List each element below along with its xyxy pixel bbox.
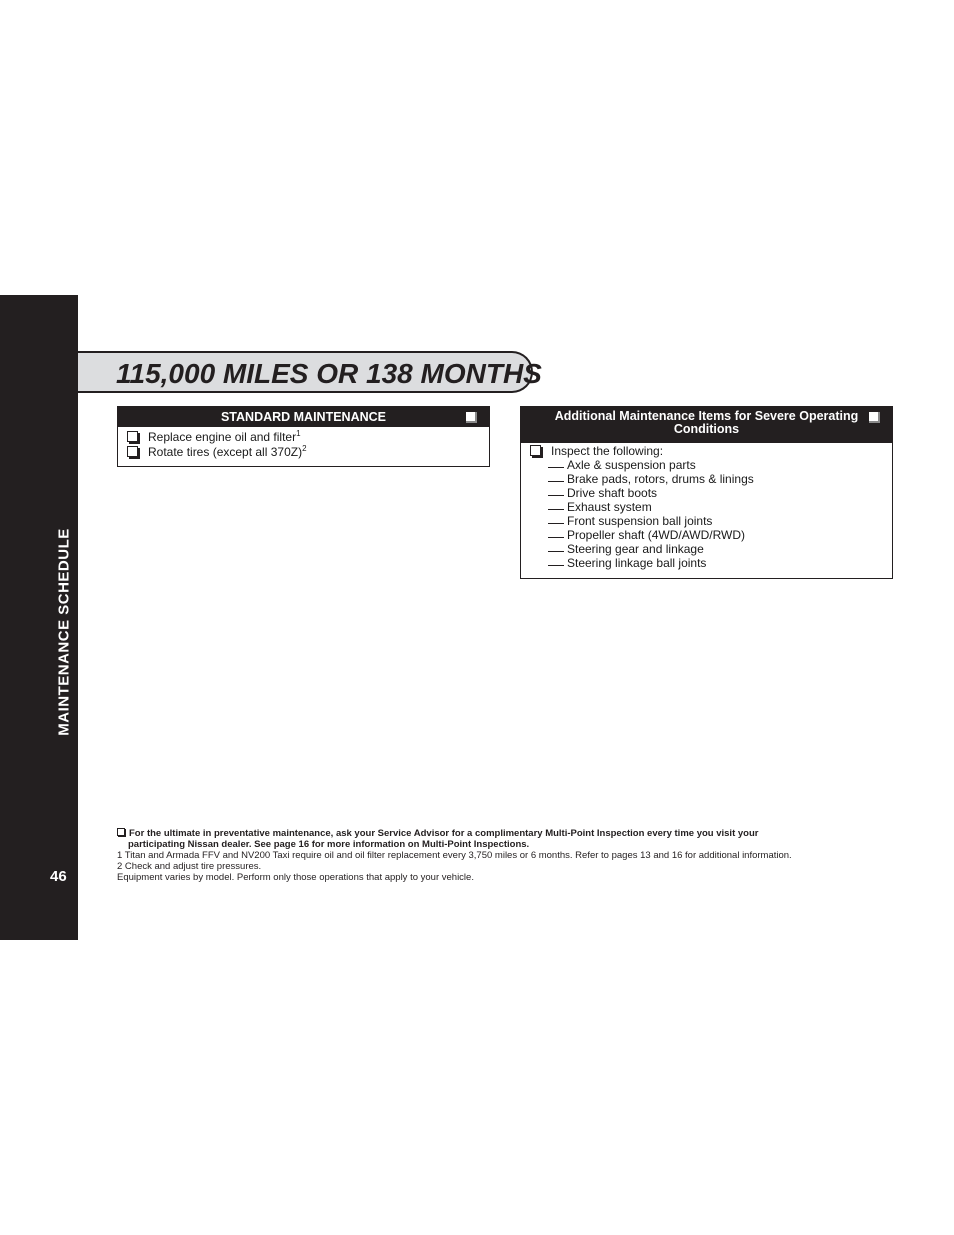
item-text: Steering linkage ball joints xyxy=(567,556,707,570)
title-banner xyxy=(78,351,542,393)
list-item xyxy=(127,444,307,459)
intro-text: Inspect the following: xyxy=(551,444,664,458)
checkbox[interactable] xyxy=(530,445,541,456)
item-text: Brake pads, rotors, drums & linings xyxy=(567,472,754,486)
list-item xyxy=(548,486,657,500)
list-item xyxy=(548,556,706,570)
footnote-marker: 1 xyxy=(296,429,301,438)
list-item xyxy=(548,472,754,486)
footnotes xyxy=(117,828,877,883)
check-line[interactable] xyxy=(548,467,564,468)
item-text: Exhaust system xyxy=(567,500,652,514)
standard-maintenance-header xyxy=(118,407,489,427)
severe-heading-line1: Additional Maintenance Items for Severe Operating xyxy=(554,409,859,423)
check-line[interactable] xyxy=(548,565,564,566)
footnote-marker: 2 xyxy=(302,444,307,453)
list-item xyxy=(548,514,712,528)
standard-maintenance-heading: STANDARD MAINTENANCE xyxy=(220,410,387,424)
equipment-note: Equipment varies by model. Perform only those operations that apply to your vehicle. xyxy=(117,872,474,883)
page-title: 115,000 MILES OR 138 MONTHS xyxy=(116,358,542,389)
list-item xyxy=(548,528,745,542)
item-text: Rotate tires (except all 370Z) xyxy=(148,445,303,459)
severe-conditions-box xyxy=(520,406,893,579)
advisor-line2: participating Nissan dealer. See page 16 for more information on Multi-Point Inspections. xyxy=(128,839,530,850)
advisor-line1: For the ultimate in preventative maintenance, ask your Service Advisor for a complimentary Multi-Point Inspection every time you visit your xyxy=(129,828,759,839)
severe-conditions-header xyxy=(521,407,892,443)
completed-checkbox[interactable] xyxy=(869,412,880,423)
checkbox-icon xyxy=(117,828,125,836)
check-line[interactable] xyxy=(548,509,564,510)
item-text: Replace engine oil and filter xyxy=(148,430,297,444)
list-item xyxy=(127,429,301,444)
check-line[interactable] xyxy=(548,523,564,524)
list-item xyxy=(548,458,696,472)
list-item xyxy=(548,542,704,556)
page-number: 46 xyxy=(50,868,67,885)
completed-checkbox[interactable] xyxy=(466,412,477,423)
inspect-intro xyxy=(530,444,663,458)
footnote-2: 2 Check and adjust tire pressures. xyxy=(117,861,262,872)
item-text: Front suspension ball joints xyxy=(567,514,713,528)
section-label: MAINTENANCE SCHEDULE xyxy=(55,528,73,736)
checkbox[interactable] xyxy=(127,431,138,442)
check-line[interactable] xyxy=(548,481,564,482)
item-text: Steering gear and linkage xyxy=(567,542,704,556)
item-text: Propeller shaft (4WD/AWD/RWD) xyxy=(567,528,746,542)
standard-maintenance-box xyxy=(117,406,490,467)
advisor-note xyxy=(117,828,877,839)
list-item xyxy=(548,500,652,514)
check-line[interactable] xyxy=(548,537,564,538)
footnote-1: 1 Titan and Armada FFV and NV200 Taxi require oil and oil filter replacement every 3,750 miles or 6 months. Refer to pages 13 and 16 for additional information. xyxy=(117,850,792,861)
checkbox[interactable] xyxy=(127,446,138,457)
check-line[interactable] xyxy=(548,551,564,552)
severe-heading-line2: Conditions xyxy=(673,422,740,436)
item-text: Axle & suspension parts xyxy=(567,458,696,472)
check-line[interactable] xyxy=(548,495,564,496)
item-text: Drive shaft boots xyxy=(567,486,658,500)
